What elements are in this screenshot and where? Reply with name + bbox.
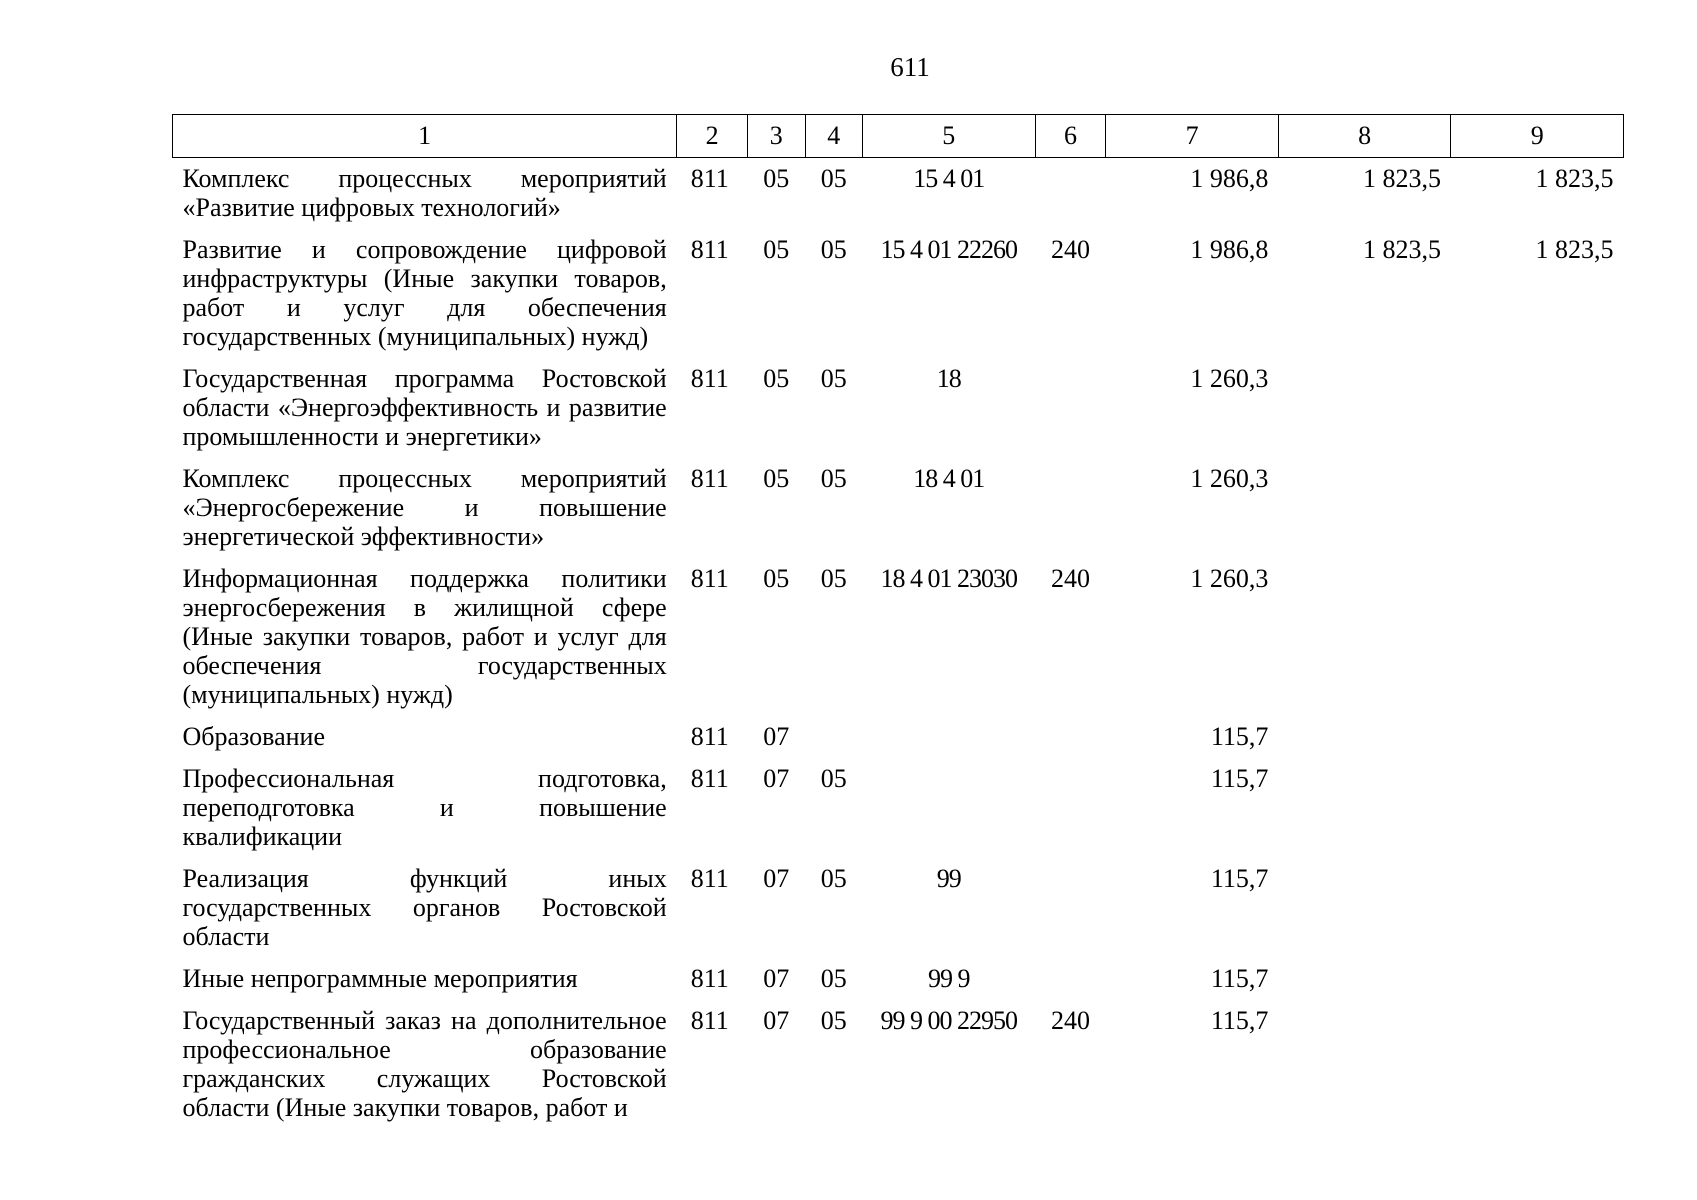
cell-col2: 811 — [690, 722, 729, 751]
row-name: Комплекс процессных мероприятий «Энергосбережение и повышение энергетической эффективности» — [182, 464, 667, 551]
table-row — [173, 858, 1624, 958]
cell-col2: 811 — [690, 164, 729, 193]
cell-col6 — [1035, 158, 1106, 230]
cell-col2: 811 — [690, 464, 729, 493]
cell-col7: 115,7 — [1210, 1006, 1269, 1035]
table-row — [173, 1000, 1624, 1129]
table-row — [173, 758, 1624, 858]
cell-col3: 07 — [763, 964, 790, 993]
cell-col3: 05 — [763, 364, 790, 393]
column-header-1: 1 — [173, 115, 677, 158]
column-header-4: 4 — [805, 115, 863, 158]
cell-col5: 18 4 01 23030 — [880, 564, 1018, 593]
cell-col3: 05 — [763, 564, 790, 593]
cell-col2: 811 — [690, 864, 729, 893]
cell-col4 — [805, 716, 863, 758]
row-name: Образование — [182, 722, 326, 751]
cell-col4: 05 — [820, 1006, 847, 1035]
cell-col8: 1 823,5 — [1362, 164, 1441, 193]
header-row — [173, 115, 1624, 158]
cell-col8 — [1278, 716, 1451, 758]
cell-col5: 99 — [936, 864, 961, 893]
cell-col9 — [1451, 1000, 1624, 1129]
cell-col8 — [1278, 358, 1451, 458]
cell-col7: 1 260,3 — [1190, 364, 1269, 393]
cell-col5 — [863, 758, 1036, 858]
column-header-6: 6 — [1035, 115, 1106, 158]
table-row — [173, 558, 1624, 716]
column-header-5: 5 — [863, 115, 1036, 158]
table-row — [173, 358, 1624, 458]
row-name: Реализация функций иных государственных органов Ростовской области — [182, 864, 667, 951]
cell-col4: 05 — [820, 364, 847, 393]
column-header-9: 9 — [1451, 115, 1624, 158]
cell-col6: 240 — [1050, 1006, 1090, 1035]
cell-col3: 07 — [763, 722, 790, 751]
cell-col9 — [1451, 958, 1624, 1000]
cell-col9 — [1451, 358, 1624, 458]
table-row — [173, 158, 1624, 230]
cell-col7: 1 986,8 — [1190, 235, 1269, 264]
cell-col8 — [1278, 958, 1451, 1000]
row-name: Государственная программа Ростовской области «Энергоэффективность и развитие промышленности и энергетики» — [182, 364, 667, 451]
cell-col8 — [1278, 858, 1451, 958]
table-body — [173, 158, 1624, 1130]
column-header-7: 7 — [1106, 115, 1279, 158]
table-row — [173, 229, 1624, 358]
cell-col4: 05 — [820, 564, 847, 593]
cell-col5: 15 4 01 — [913, 164, 985, 193]
cell-col2: 811 — [690, 764, 729, 793]
row-name: Иные непрограммные мероприятия — [182, 964, 578, 993]
cell-col5: 99 9 00 22950 — [880, 1006, 1018, 1035]
cell-col7: 115,7 — [1210, 722, 1269, 751]
cell-col6 — [1035, 458, 1106, 558]
cell-col6: 240 — [1050, 235, 1090, 264]
cell-col6 — [1035, 716, 1106, 758]
cell-col5: 15 4 01 22260 — [880, 235, 1018, 264]
cell-col3: 07 — [763, 1006, 790, 1035]
cell-col9 — [1451, 858, 1624, 958]
column-header-3: 3 — [748, 115, 806, 158]
row-name: Комплекс процессных мероприятий «Развитие цифровых технологий» — [182, 164, 667, 222]
cell-col6: 240 — [1050, 564, 1090, 593]
cell-col9 — [1451, 758, 1624, 858]
cell-col7: 1 260,3 — [1190, 464, 1269, 493]
row-name: Профессиональная подготовка, переподготовка и повышение квалификации — [182, 764, 667, 851]
table-row — [173, 716, 1624, 758]
cell-col9 — [1451, 458, 1624, 558]
table-row — [173, 958, 1624, 1000]
column-header-2: 2 — [677, 115, 748, 158]
cell-col9 — [1451, 558, 1624, 716]
cell-col8 — [1278, 558, 1451, 716]
cell-col6 — [1035, 858, 1106, 958]
cell-col6 — [1035, 958, 1106, 1000]
cell-col3: 07 — [763, 764, 790, 793]
cell-col8 — [1278, 1000, 1451, 1129]
cell-col4: 05 — [820, 964, 847, 993]
row-name: Государственный заказ на дополнительное профессиональное образование гражданских служащих Ростовской области (Иные закупки товаров, работ и — [182, 1006, 667, 1122]
cell-col8 — [1278, 758, 1451, 858]
cell-col8 — [1278, 458, 1451, 558]
cell-col4: 05 — [820, 164, 847, 193]
cell-col7: 115,7 — [1210, 864, 1269, 893]
cell-col5: 18 4 01 — [913, 464, 985, 493]
cell-col7: 115,7 — [1210, 964, 1269, 993]
cell-col4: 05 — [820, 235, 847, 264]
cell-col5: 99 9 — [928, 964, 970, 993]
column-header-8: 8 — [1278, 115, 1451, 158]
cell-col4: 05 — [820, 464, 847, 493]
cell-col2: 811 — [690, 1006, 729, 1035]
cell-col2: 811 — [690, 364, 729, 393]
cell-col9: 1 823,5 — [1535, 164, 1614, 193]
cell-col3: 05 — [763, 164, 790, 193]
cell-col3: 05 — [763, 235, 790, 264]
cell-col2: 811 — [690, 964, 729, 993]
cell-col7: 1 260,3 — [1190, 564, 1269, 593]
cell-col5 — [863, 716, 1036, 758]
page-number: 611 — [890, 52, 930, 82]
cell-col2: 811 — [690, 564, 729, 593]
budget-table — [172, 114, 1624, 1129]
cell-col6 — [1035, 358, 1106, 458]
cell-col4: 05 — [820, 764, 847, 793]
cell-col7: 115,7 — [1210, 764, 1269, 793]
cell-col7: 1 986,8 — [1190, 164, 1269, 193]
cell-col9: 1 823,5 — [1535, 235, 1614, 264]
cell-col4: 05 — [820, 864, 847, 893]
cell-col3: 07 — [763, 864, 790, 893]
row-name: Развитие и сопровождение цифровой инфраструктуры (Иные закупки товаров, работ и услуг для обеспечения государственных (муниципальных) нужд) — [182, 235, 667, 351]
cell-col9 — [1451, 716, 1624, 758]
cell-col6 — [1035, 758, 1106, 858]
cell-col5: 18 — [936, 364, 961, 393]
table-row — [173, 458, 1624, 558]
cell-col3: 05 — [763, 464, 790, 493]
cell-col2: 811 — [690, 235, 729, 264]
row-name: Информационная поддержка политики энергосбережения в жилищной сфере (Иные закупки товаров, работ и услуг для обеспечения государственных (муниципальных) нужд) — [182, 564, 667, 709]
cell-col8: 1 823,5 — [1362, 235, 1441, 264]
